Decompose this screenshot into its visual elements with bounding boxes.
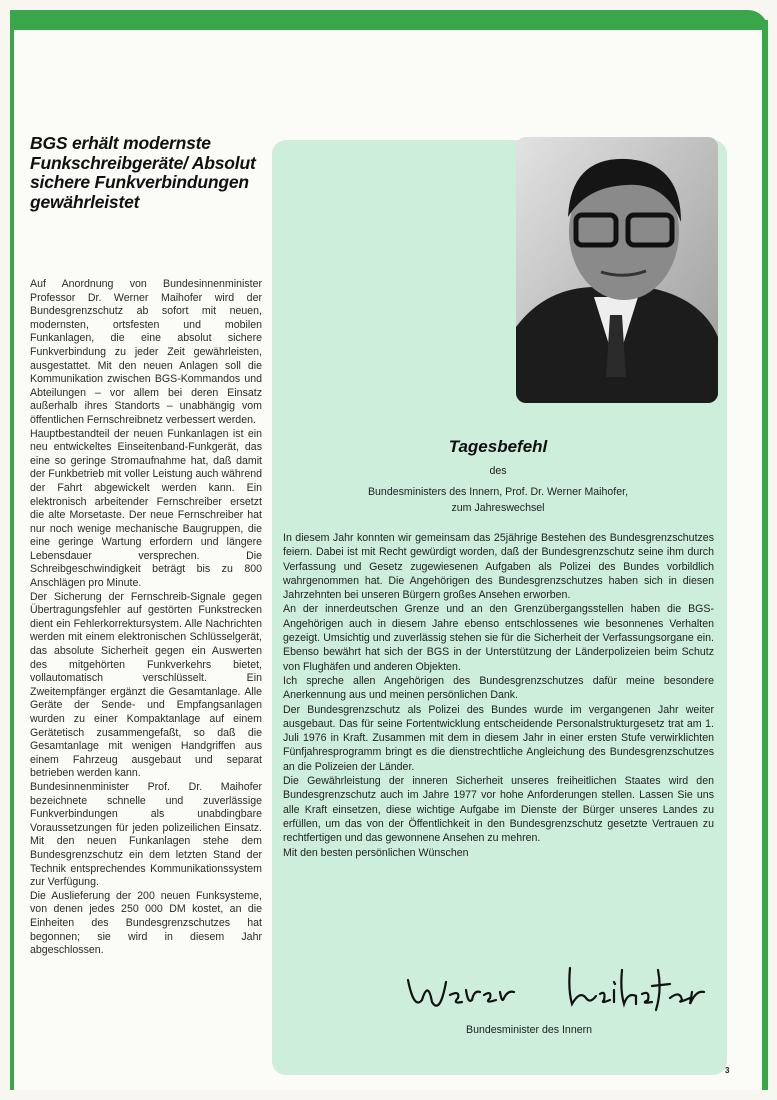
signer-title: Bundesminister des Innern	[466, 1024, 593, 1036]
article-paragraph: Bundesinnenminister Prof. Dr. Maihofer bezeichnete schnelle und zuverlässige Funkverbindungen als unabdingbare Voraussetzungen für jeden polizeilichen Einsatz. Mit den neuen Funkanlagen stehe dem Bundesgrenzschutz ein dem letzten Stand der Technik entsprechendes Kommunikationssystem zur Verfügung.	[30, 780, 262, 889]
order-paragraph: An der innerdeutschen Grenze und an den Grenzübergangsstellen haben die BGS-Angehörigen auch in diesem Jahre ebenso entschlossenes wie besonnenes Verhalten gezeigt. Umsichtig und zuverlässig stehen sie für die Sicherheit der Verfassungsorgane ein. Ebenso bewährt hat sich der BGS in der Unterstützung der Länderpolizeien beim Schutz von Flughäfen und anderen Objekten.	[283, 603, 714, 673]
order-subtitle-des: des	[489, 465, 507, 477]
article-paragraph: Auf Anordnung von Bundesinnenminister Professor Dr. Werner Maihofer wird der Bundesgrenzschutz ab sofort mit neuen, modernsten, ortsfesten und mobilen Funkanlagen, die eine absolut sichere Funkverbindung zu jeder Zeit gewährleisten, ausgestattet. Mit den neuen Anlagen soll die Kommunikation zwischen BGS-Kommandos und Abteilungen – vor allem bei deren Einsatz außerhalb ihres Standorts – unabhängig vom öffentlichen Fernschreibnetz verbessert werden.	[30, 278, 262, 426]
order-paragraph: In diesem Jahr konnten wir gemeinsam das 25jährige Bestehen des Bundesgrenzschutzes feiern. Dabei ist mit Recht gewürdigt worden, daß der Bundesgrenzschutz seine ihm durch Verfassung und Gesetz zugewiesenen Aufgaben als Polizei des Bundes vorbildlich wahrgenommen hat. Die Angehörigen des Bundesgrenzschutzes haben sich in diesen Jahrzehnten bei unseren Bürgern großes Ansehen erworben.	[283, 532, 714, 602]
article-paragraph: Hauptbestandteil der neuen Funkanlagen ist ein neu entwickeltes Einseitenband-Funkgerät, das eine so geringe Stromaufnahme hat, daß damit der Funkbetrieb mit voller Leistung auch während der Fahrt abgewickelt werden kann. Ein elektronisch arbeitender Fernschreiber ersetzt die alte Morsetaste. Der neue Fernschreiber hat nur noch wenige mechanische Baugruppen, die eine geringe Wartung erfordern und längere Lebensdauer versprechen. Die Schreibgeschwindigkeit beträgt bis zu 800 Anschlägen pro Minute.	[30, 427, 263, 590]
article-paragraph: Der Sicherung der Fernschreib-Signale gegen Übertragungsfehler auf gestörten Funkstrecken dient ein Fehlerkorrektursystem. Alle Nachrichten werden mit einem elektronischen Schlüsselgerät, das absolute Sicherheit gegen ein Auswerten des mitgehörten Funkverkehrs bietet, vollautomatisch verschlüsselt. Ein Zweitempfänger ergänzt die Gesamtanlage. Alle Geräte der Sende- und Empfangsanlagen wurden zu einer Kompaktanlage auf einem Gerätetisch zusammengefaßt, so daß die Gesamtanlage mit wenigen Handgriffen aus einem Fahrzeug ausgebaut und separat betrieben werden kann.	[30, 590, 262, 780]
order-paragraph: Der Bundesgrenzschutz als Polizei des Bundes wurde im vergangenen Jahr weiter ausgebaut. Das für seine Fortentwicklung entscheidende Personalstrukturgesetz trat am 1. Juli 1976 in Kraft. Zusammen mit dem in diesem Jahr in einer ersten Stufe verwirklichten Fünfjahresprogramm bringt es die dienstrechtliche Angleichung des Bundesgrenzschutzes an die Polizeien der Länder.	[283, 703, 714, 773]
page-number: 3	[725, 1066, 730, 1075]
order-subtitle-occasion: zum Jahreswechsel	[451, 502, 545, 514]
green-frame-top	[10, 10, 768, 30]
article-paragraph: Die Auslieferung der 200 neuen Funksysteme, von denen jedes 250 000 DM kostet, an die Einheiten des Bundesgrenzschutzes hat begonnen; sie wird in diesem Jahr abgeschlossen.	[30, 889, 262, 957]
order-paragraph: Die Gewährleistung der inneren Sicherheit unseres freiheitlichen Staates wird den Bundesgrenzschutz auch im Jahre 1977 vor hohe Anforderungen stellen. Lassen Sie uns alle Kraft einsetzen, diese wichtige Aufgabe im Dienste der Bürger unseres Landes zu erfüllen, um das von der Öffentlichkeit in den Bundesgrenzschutz gesetzte Vertrauen zu rechtfertigen und das gewonnene Ansehen zu mehren.	[283, 775, 714, 845]
order-paragraph: Ich spreche allen Angehörigen des Bundesgrenzschutzes dafür meine besondere Anerkennung aus und meinen persönlichen Dank.	[283, 674, 714, 702]
portrait-photo	[516, 137, 718, 403]
order-paragraph: Mit den besten persönlichen Wünschen	[283, 846, 469, 859]
order-subtitle-minister: Bundesministers des Innern, Prof. Dr. Werner Maihofer,	[367, 486, 629, 498]
article-headline: BGS erhält modernste Funkschreibgeräte/ Absolut sichere Funkverbindungen gewährleistet	[30, 133, 256, 212]
article-body	[30, 278, 262, 958]
order-title: Tagesbefehl	[448, 437, 548, 456]
handwritten-signature	[400, 960, 710, 1020]
order-body	[283, 531, 714, 860]
green-frame-right	[762, 20, 768, 1090]
